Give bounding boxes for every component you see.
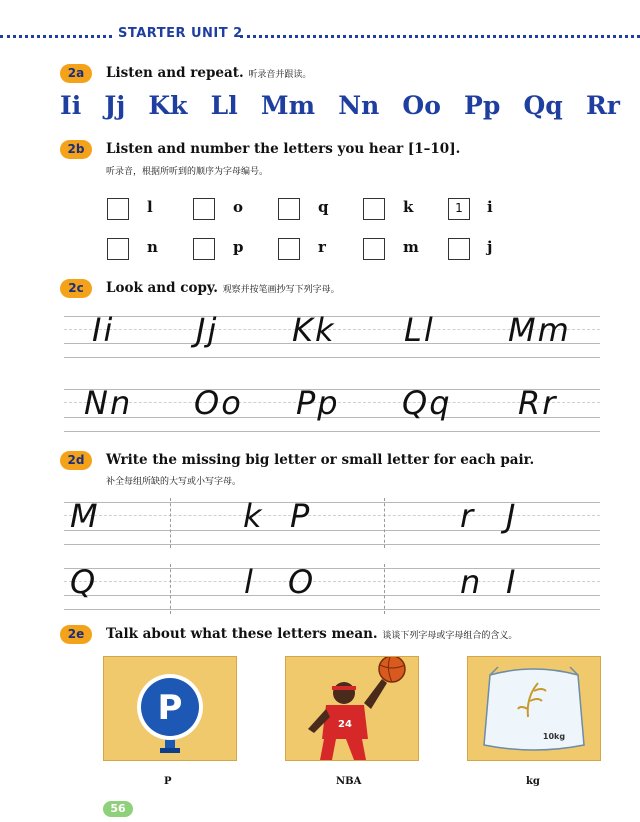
letter-pair: Ll (210, 91, 238, 120)
sign-letter: P (157, 688, 183, 728)
instruction-2a (106, 65, 311, 81)
letter-label: j (487, 238, 493, 256)
picture-caption: P (164, 776, 172, 787)
letter-label: r (318, 238, 326, 256)
basketball-player-icon (286, 657, 418, 760)
letter-label: p (233, 238, 244, 256)
copy-big-letter: I (92, 311, 104, 349)
copy-small-letter: j (207, 311, 219, 349)
copy-pair (402, 384, 452, 422)
letter-label: o (233, 198, 244, 216)
pair-right-letter: l (244, 563, 255, 601)
copy-small-letter: o (221, 384, 243, 422)
copy-small-letter: l (423, 311, 435, 349)
instruction-2b: Listen and number the letters you hear [1–10]. (106, 141, 461, 157)
picture-basketball-player (285, 656, 419, 761)
pair-divider (384, 498, 385, 548)
answer-box[interactable]: 1 (448, 198, 470, 220)
instruction-2b-zh: 听录音，根据所听到的顺序为字母编号。 (106, 167, 269, 177)
section-badge-2b: 2b (60, 140, 92, 159)
copy-big-letter: K (292, 311, 315, 349)
instruction-2e-en: Talk about what these letters mean. (106, 626, 378, 642)
pair-divider (384, 564, 385, 614)
answer-box[interactable] (278, 238, 300, 260)
parking-sign-icon (104, 657, 236, 760)
guide-line (64, 595, 600, 596)
answer-box[interactable] (448, 238, 470, 260)
copy-small-letter: m (537, 311, 571, 349)
copy-pair (84, 384, 132, 422)
letter-pair: Ii (60, 91, 82, 120)
letter-pair: Kk (148, 91, 188, 120)
copy-big-letter: P (296, 384, 318, 422)
letter-pair: Mm (260, 91, 316, 120)
copy-pair (404, 311, 435, 349)
letter-label: l (147, 198, 153, 216)
section-badge-2d: 2d (60, 451, 92, 470)
guide-line (64, 568, 600, 569)
instruction-2a-zh: 听录音并跟读。 (248, 70, 312, 80)
copy-pair (508, 311, 571, 349)
copy-small-letter: p (317, 384, 340, 422)
copy-big-letter: R (518, 384, 543, 422)
guide-line (64, 357, 600, 358)
guide-line (64, 431, 600, 432)
pair-left-letter: Q (70, 563, 98, 601)
header-dots-right (240, 35, 640, 38)
answer-box[interactable] (278, 198, 300, 220)
pair-left-letter: O (288, 563, 316, 601)
answer-box[interactable] (363, 198, 385, 220)
instruction-2c-zh: 观察并按笔画抄写下列字母。 (222, 285, 340, 295)
letter-label: k (403, 198, 414, 216)
instruction-2e-zh: 谈谈下列字母或字母组合的含义。 (382, 631, 518, 641)
letter-label: m (403, 238, 419, 256)
copy-big-letter: J (196, 311, 208, 349)
pair-left-letter: J (506, 497, 518, 535)
copy-pair (292, 311, 336, 349)
pair-divider (170, 498, 171, 548)
pair-right-letter: n (460, 563, 483, 601)
copy-pair (92, 311, 114, 349)
pair-left-letter: P (290, 497, 312, 535)
pair-right-letter: k (243, 497, 264, 535)
guide-line (64, 502, 600, 503)
picture-caption: NBA (336, 776, 362, 787)
section-badge-2c: 2c (60, 279, 92, 298)
copy-pair (194, 384, 243, 422)
copy-big-letter: Q (402, 384, 430, 422)
copy-small-letter: q (429, 384, 452, 422)
copy-pair (196, 311, 218, 349)
bag-label: 10kg (542, 732, 566, 741)
copy-pair (518, 384, 557, 422)
instruction-2d: Write the missing big letter or small letter for each pair. (106, 452, 535, 468)
unit-title: STARTER UNIT 2 (118, 26, 243, 41)
guide-line (64, 530, 600, 531)
guide-line (64, 581, 600, 582)
instruction-2a-en: Listen and repeat. (106, 65, 244, 81)
letter-pair: Qq (523, 91, 563, 120)
letter-pair: Oo (402, 91, 441, 120)
instruction-2c (106, 280, 340, 296)
section-badge-2e: 2e (60, 625, 92, 644)
page-number: 56 (103, 801, 133, 817)
pair-divider (170, 564, 171, 614)
copy-pair (296, 384, 340, 422)
guide-line (64, 544, 600, 545)
pair-left-letter: I (506, 563, 518, 601)
copy-big-letter: O (194, 384, 222, 422)
flour-sack-icon (468, 657, 600, 760)
letter-label: i (487, 198, 493, 216)
letter-label: n (147, 238, 158, 256)
copy-big-letter: M (508, 311, 538, 349)
section-badge-2a: 2a (60, 64, 92, 83)
picture-flour-sack (467, 656, 601, 761)
guide-line (64, 515, 600, 516)
copy-small-letter: k (314, 311, 336, 349)
answer-box[interactable] (107, 238, 129, 260)
answer-box[interactable] (193, 198, 215, 220)
copy-big-letter: L (404, 311, 424, 349)
pair-right-letter: r (460, 497, 476, 535)
copy-big-letter: N (84, 384, 110, 422)
instruction-2c-en: Look and copy. (106, 280, 218, 296)
instruction-2d-zh: 补全每组所缺的大写或小写字母。 (106, 477, 242, 487)
pair-left-letter: M (70, 497, 100, 535)
header-dots-left (0, 35, 112, 38)
copy-small-letter: r (542, 384, 558, 422)
instruction-2e (106, 626, 517, 642)
letter-pair: Nn (338, 91, 380, 120)
copy-small-letter: n (109, 384, 133, 422)
picture-parking-sign (103, 656, 237, 761)
answer-box[interactable] (363, 238, 385, 260)
letter-pair: Jj (104, 91, 126, 120)
guide-line (64, 609, 600, 610)
jersey-number: 24 (338, 719, 352, 730)
answer-box[interactable] (107, 198, 129, 220)
picture-caption: kg (526, 776, 540, 787)
answer-box[interactable] (193, 238, 215, 260)
letter-pair: Rr (585, 91, 620, 120)
letter-pair: Pp (464, 91, 501, 120)
alphabet-row (60, 91, 620, 120)
copy-small-letter: i (103, 311, 115, 349)
letter-label: q (318, 198, 329, 216)
